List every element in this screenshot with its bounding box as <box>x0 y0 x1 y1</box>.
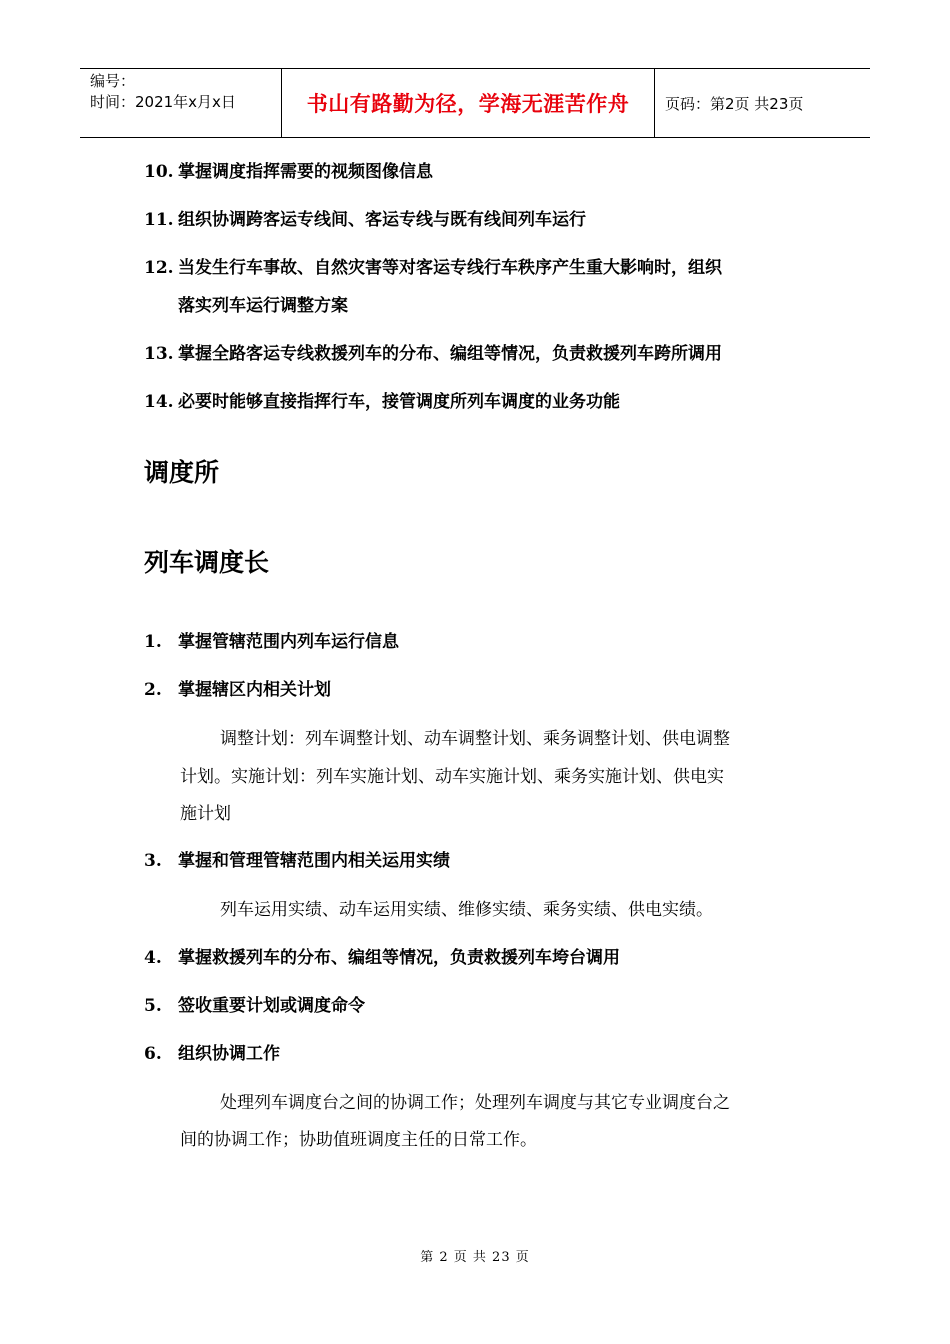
code-label: 编号： <box>90 72 136 90</box>
list-item: 5. 签收重要计划或调度命令 <box>144 996 365 1016</box>
list-item: 3. 掌握和管理管辖范围内相关运用实绩 <box>144 851 450 871</box>
list-item: 4. 掌握救援列车的分布、编组等情况，负责救援列车垮台调用 <box>144 948 620 968</box>
paragraph-line: 处理列车调度台之间的协调工作；处理列车调度与其它专业调度台之 <box>220 1093 730 1113</box>
list-item: 10. 掌握调度指挥需要的视频图像信息 <box>144 162 433 182</box>
section-heading: 列车调度长 <box>144 548 270 577</box>
time-label: 时间：2021年x月x日 <box>90 93 236 111</box>
list-item: 2. 掌握辖区内相关计划 <box>144 680 331 700</box>
list-item: 12. 当发生行车事故、自然灾害等对客运专线行车秩序产生重大影响时，组织 <box>144 258 722 278</box>
list-item: 11. 组织协调跨客运专线间、客运专线与既有线间列车运行 <box>144 210 586 230</box>
document-header <box>80 68 870 138</box>
header-meta <box>80 69 282 137</box>
list-item-continuation: 落实列车运行调整方案 <box>178 296 348 316</box>
page-footer: 第 2 页 共 23 页 <box>420 1250 530 1265</box>
header-page-info: 页码：第2页 共23页 <box>665 94 804 113</box>
paragraph-line: 施计划 <box>180 804 231 824</box>
paragraph-line: 调整计划：列车调整计划、动车调整计划、乘务调整计划、供电调整 <box>220 729 730 749</box>
list-item: 14. 必要时能够直接指挥行车，接管调度所列车调度的业务功能 <box>144 392 620 412</box>
list-item: 13. 掌握全路客运专线救援列车的分布、编组等情况，负责救援列车跨所调用 <box>144 344 722 364</box>
paragraph-line: 计划。实施计划：列车实施计划、动车实施计划、乘务实施计划、供电实 <box>180 767 724 787</box>
section-heading: 调度所 <box>144 458 220 487</box>
header-motto-cell <box>282 69 655 137</box>
paragraph-line: 间的协调工作；协助值班调度主任的日常工作。 <box>180 1130 537 1150</box>
list-item: 6. 组织协调工作 <box>144 1044 280 1064</box>
paragraph-line: 列车运用实绩、动车运用实绩、维修实绩、乘务实绩、供电实绩。 <box>220 900 713 920</box>
list-item: 1. 掌握管辖范围内列车运行信息 <box>144 632 399 652</box>
motto: 书山有路勤为径，学海无涯苦作舟 <box>306 91 630 116</box>
